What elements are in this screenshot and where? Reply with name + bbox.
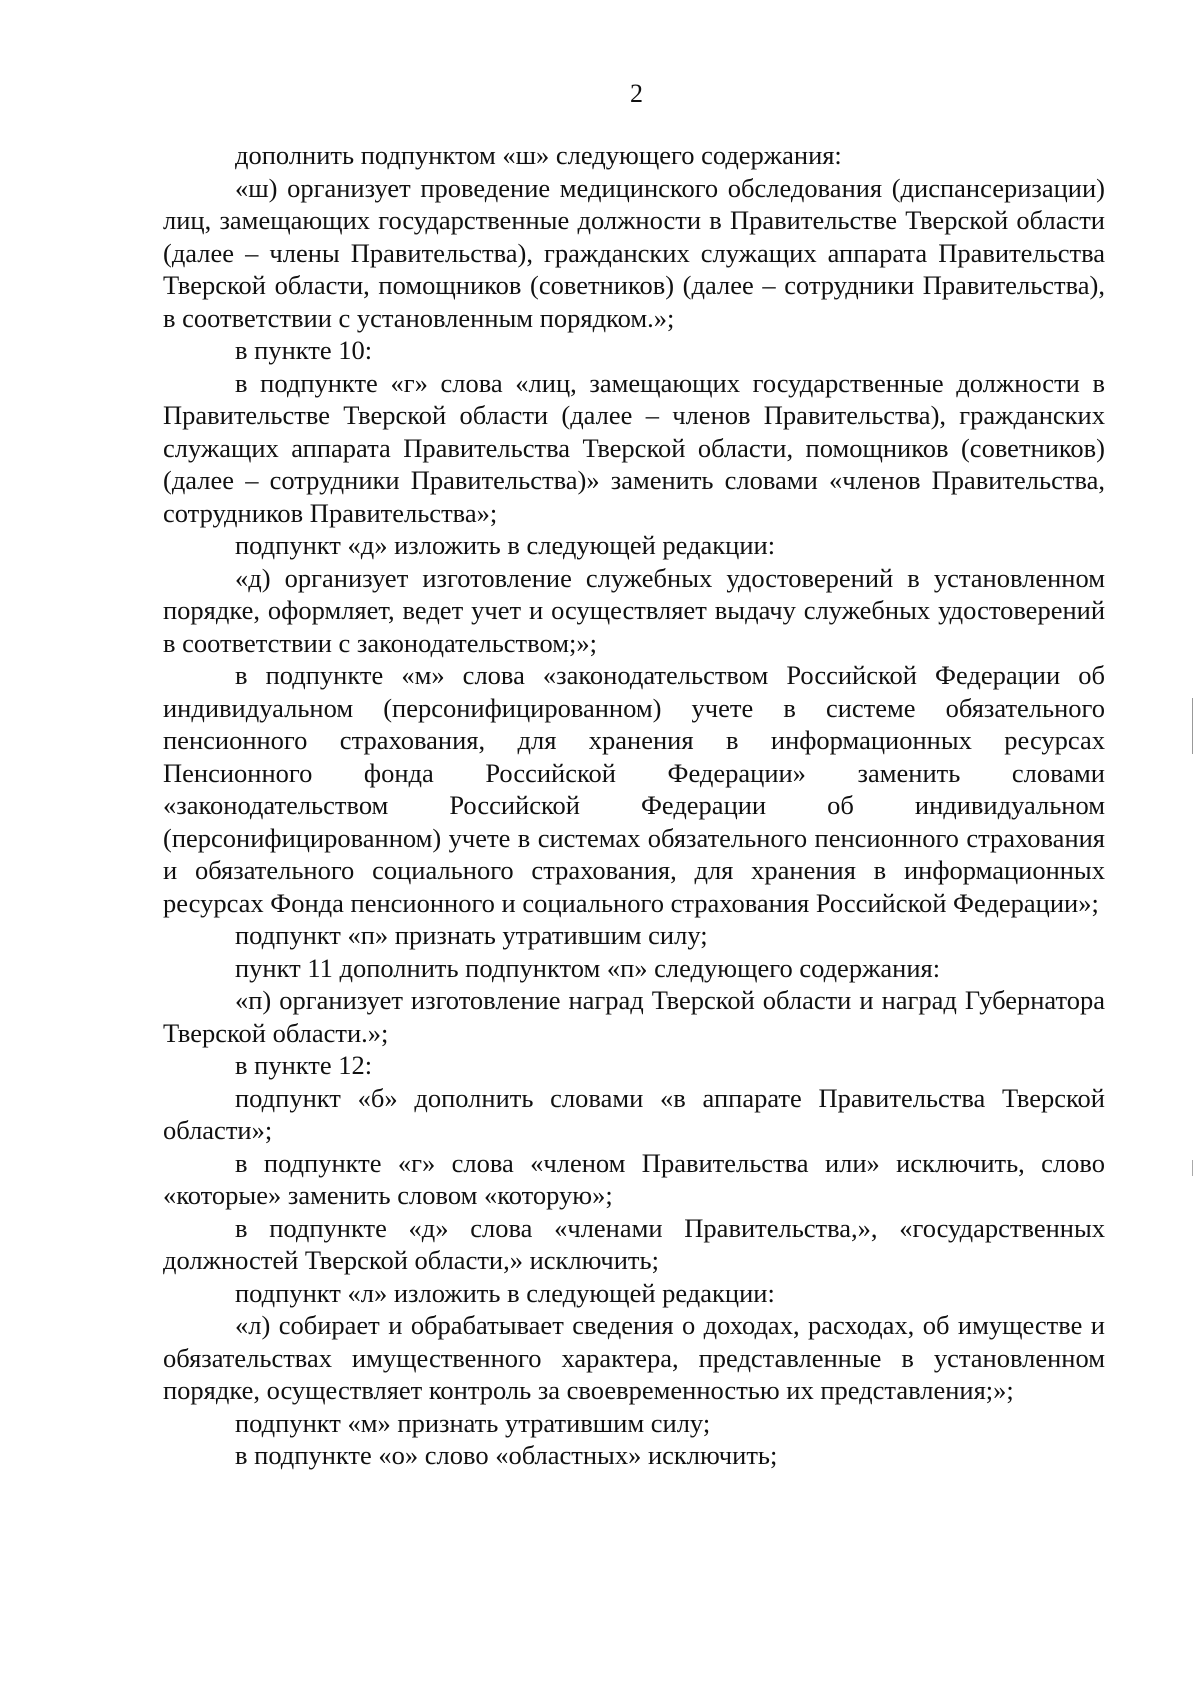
paragraph: «л) собирает и обрабатывает сведения о доходах, расходах, об имуществе и обязательствах имущественного характера, представленные в установленном порядке, осуществляет контроль за своевременностью их представления;»; (163, 1310, 1105, 1405)
paragraph: подпункт «д» изложить в следующей редакции: (235, 530, 776, 560)
paragraph: подпункт «п» признать утратившим силу; (235, 920, 708, 950)
paragraph: в подпункте «м» слова «законодательством Российской Федерации об индивидуальном (персонифицированном) учете в системе обязательного пенсионного страхования, для хранения в информационных ресурсах Пенсионного фонда Российской Федерации» заменить словами «законодательством Российской Федерации об индивидуальном (персонифицированном) учете в системах обязательного пенсионного страхования и обязательного социального страхования, для хранения в информационных ресурсах Фонда пенсионного и социального страхования Российской Федерации»; (163, 660, 1105, 918)
paragraph: пункт 11 дополнить подпунктом «п» следующего содержания: (235, 952, 941, 983)
scan-mark (1192, 1160, 1193, 1176)
paragraph: «п) организует изготовление наград Тверской области и наград Губернатора Тверской области.»; (163, 985, 1105, 1048)
paragraph: в подпункте «г» слова «лиц, замещающих государственные должности в Правительстве Тверской области (далее – членов Правительства), гражданских служащих аппарата Правительства Тверской области, помощников (советников) (далее – сотрудники Правительства)» заменить словами «членов Правительства, сотрудников Правительства»; (163, 367, 1105, 528)
paragraph: в пункте 12: (235, 1050, 373, 1080)
page-number: 2 (630, 79, 643, 108)
paragraph: в пункте 10: (235, 335, 373, 365)
paragraph: в подпункте «д» слова «членами Правительства,», «государственных должностей Тверской области,» исключить; (163, 1212, 1105, 1275)
paragraph: дополнить подпунктом «ш» следующего содержания: (235, 140, 842, 170)
document-body (163, 139, 1105, 1472)
paragraph: «д) организует изготовление служебных удостоверений в установленном порядке, оформляет, ведет учет и осуществляет выдачу служебных удостоверений в соответствии с законодательством;»; (163, 562, 1105, 658)
paragraph: в подпункте «г» слова «членом Правительства или» исключить, слово «которые» заменить словом «которую»; (163, 1147, 1105, 1210)
paragraph: подпункт «м» признать утратившим силу; (235, 1407, 711, 1438)
paragraph: в подпункте «о» слово «областных» исключить; (235, 1440, 778, 1470)
scan-mark (1192, 698, 1193, 754)
paragraph: «ш) организует проведение медицинского обследования (диспансеризации) лиц, замещающих государственные должности в Правительстве Тверской области (далее – члены Правительства), гражданских служащих аппарата Правительства Тверской области, помощников (советников) (далее – сотрудники Правительства), в соответствии с установленным порядком.»; (163, 172, 1105, 333)
paragraph: подпункт «б» дополнить словами «в аппарате Правительства Тверской области»; (163, 1082, 1105, 1145)
paragraph: подпункт «л» изложить в следующей редакции: (235, 1277, 775, 1308)
